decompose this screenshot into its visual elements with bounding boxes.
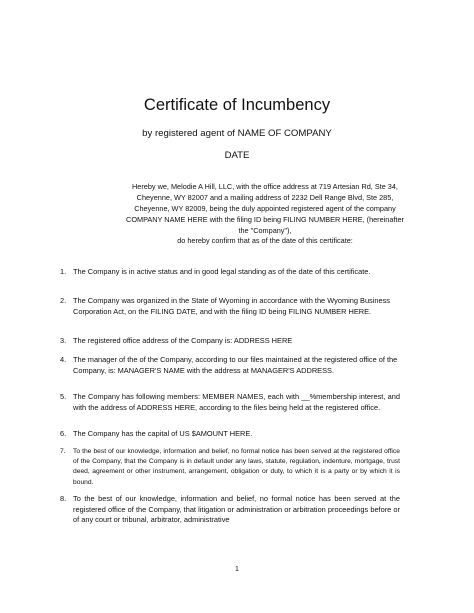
list-item-text: To the best of our knowledge, information and belief, no formal notice has been served at the registered office of the Company, that litigation or administration or arbitration proceedings before or of any court or tribunal, arbitrator, administrative bbox=[73, 494, 400, 524]
list-item bbox=[60, 494, 400, 526]
confirm-statement: do hereby confirm that as of the date of this certificate: bbox=[177, 236, 353, 245]
list-item bbox=[60, 429, 400, 440]
list-item-number: 2. bbox=[60, 296, 67, 305]
list-item bbox=[60, 267, 400, 278]
list-item bbox=[60, 392, 400, 413]
list-item-text: The manager of the of the Company, according to our files maintained at the registered office of the Company, is: MANAGER'S NAME with the address at MANAGER'S ADDRESS. bbox=[73, 355, 398, 375]
list-item-number: 1. bbox=[60, 267, 67, 276]
list-item-number: 4. bbox=[60, 355, 67, 364]
list-item-number: 3. bbox=[60, 336, 67, 345]
intro-paragraph: Hereby we, Melodie A Hill, LLC, with the office address at 719 Artesian Rd, Ste 34, Cheyenne, WY 82007 and a mailing address of 2232 Dell Range Blvd, Ste 285, Cheyenne, WY 82009, being the duly appointed registered agent of the company COMPANY NAME HERE with the filing ID being FILING NUMBER HERE, (hereinafter the "Company"), bbox=[126, 182, 404, 235]
list-item-text: The Company is in active status and in good legal standing as of the date of this certificate. bbox=[73, 267, 371, 276]
page-title: Certificate of Incumbency bbox=[143, 96, 331, 114]
list-item bbox=[60, 447, 400, 488]
list-item bbox=[60, 336, 400, 347]
list-item-text: The Company has the capital of US $AMOUNT HERE. bbox=[73, 429, 253, 438]
list-item-number: 5. bbox=[60, 392, 67, 401]
list-item bbox=[60, 355, 400, 376]
page-number: 1 bbox=[235, 566, 239, 573]
list-item-text: The registered office address of the Company is: ADDRESS HERE bbox=[73, 336, 293, 345]
list-item-text: To the best of our knowledge, information and belief, no formal notice has been served at the registered office of the Company, that the Company is in default under any laws, statute, regulation, indenture, mortgage, trust deed, agreement or other instrument, arrangement, obligation or duty, to which it is a party or by which it is bound. bbox=[73, 448, 400, 486]
list-item-text: The Company was organized in the State of Wyoming in accordance with the Wyoming Business Corporation Act, on the FILING DATE, and with the filing ID being FILING NUMBER HERE. bbox=[73, 296, 390, 316]
list-item-number: 6. bbox=[60, 429, 67, 438]
date-line: DATE bbox=[224, 150, 250, 161]
subtitle: by registered agent of NAME OF COMPANY bbox=[142, 128, 332, 139]
list-item-text: The Company has following members: MEMBER NAMES, each with __%membership interest, and with the address of ADDRESS HERE, according to the files being held at the registered office. bbox=[73, 392, 400, 412]
list-item-number: 8. bbox=[60, 494, 67, 503]
list-item-number: 7. bbox=[60, 448, 66, 455]
list-item bbox=[60, 296, 400, 317]
